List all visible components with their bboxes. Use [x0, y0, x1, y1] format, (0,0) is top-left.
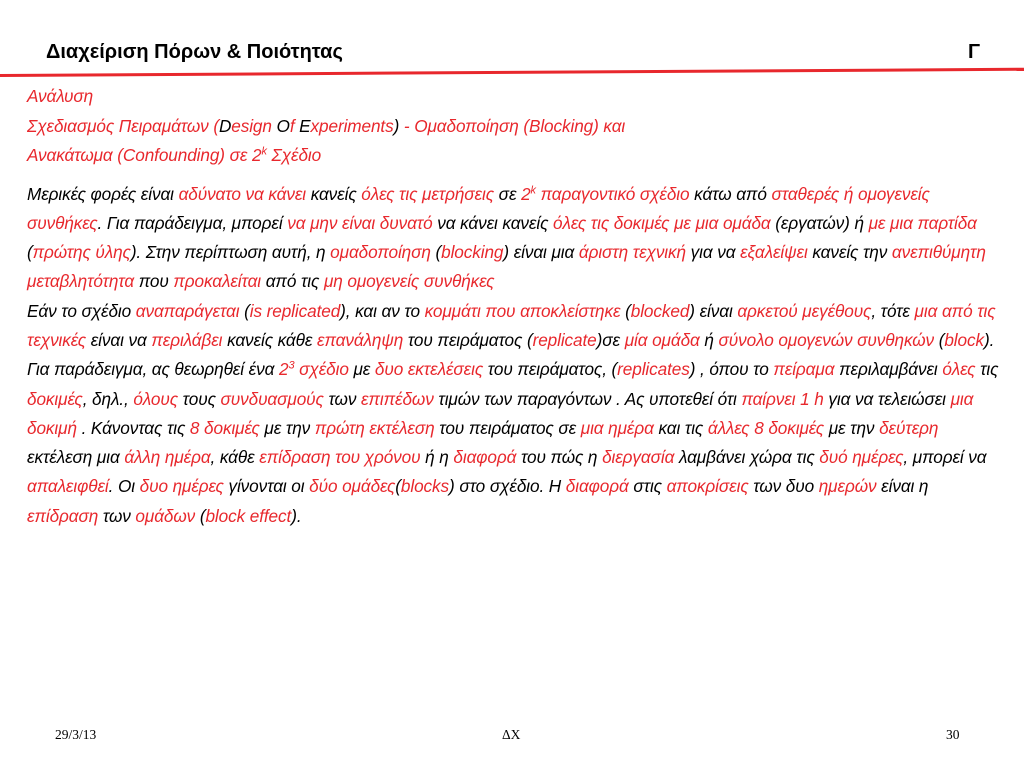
- section-heading: [27, 82, 1002, 171]
- emphasis-text: replicate: [532, 329, 597, 350]
- emphasis-text: προκαλείται: [173, 271, 262, 292]
- emphasis-text: πρώτη εκτέλεση: [314, 417, 435, 438]
- emphasis-text: εξαλείψει: [740, 242, 808, 263]
- emphasis-text: esign: [231, 115, 277, 136]
- emphasis-text: replicates: [617, 359, 690, 380]
- emphasis-text: να μην είναι δυνατό: [287, 212, 433, 233]
- body-text: . Για παράδειγμα, μπορεί: [97, 212, 288, 233]
- emphasis-text: παραγοντικό σχέδιο: [535, 183, 690, 204]
- body-text: κανείς κάθε: [222, 329, 317, 350]
- body-text: ). Για παράδειγμα, ας θεωρηθεί ένα: [27, 329, 995, 380]
- body-text: (: [195, 505, 206, 526]
- emphasis-text: επίδραση: [27, 505, 99, 526]
- exponent: 3: [288, 359, 295, 372]
- emphasis-text: επιπέδων: [361, 388, 434, 409]
- paragraph-replication-example: [27, 297, 1002, 531]
- body-text: λαμβάνει χώρα τις: [674, 447, 820, 468]
- body-text: (: [934, 329, 945, 350]
- body-text: (: [620, 300, 631, 321]
- slide-body: [27, 82, 1002, 531]
- emphasis-text: διαφορά: [565, 476, 629, 497]
- emphasis-text: σταθερές ή ομογενείς συνθήκες: [27, 183, 930, 233]
- section-title-exponent: k: [261, 145, 267, 158]
- body-text: του πώς η: [516, 447, 603, 468]
- emphasis-text: επανάληψη: [317, 329, 404, 350]
- emphasis-text: άλλες 8 δοκιμές: [707, 417, 825, 438]
- body-text: (: [430, 242, 442, 263]
- body-text: στις: [628, 476, 667, 497]
- body-text: ) είναι μια: [503, 242, 579, 263]
- body-text: τιμών των παραγόντων . Ας υποτεθεί ότι: [433, 388, 742, 409]
- body-text: ), και αν το: [340, 300, 425, 321]
- section-label: Ανάλυση: [27, 86, 94, 106]
- emphasis-text: μία ομάδα: [624, 329, 700, 350]
- section-mark: Γ: [968, 41, 981, 63]
- emphasis-text: επίδραση του χρόνου: [259, 447, 421, 468]
- body-text: των δυο: [748, 476, 819, 497]
- emphasis-text: block: [944, 329, 984, 350]
- emphasis-text: μια ημέρα: [580, 417, 654, 438]
- body-text: . Κάνοντας τις: [76, 417, 190, 438]
- emphasis-text: 2: [521, 183, 531, 204]
- emphasis-text: αδύνατο να κάνει: [178, 183, 307, 204]
- emphasis-text: blocked: [630, 300, 690, 321]
- body-text: των: [98, 505, 136, 526]
- emphasis-text: μια από τις τεχνικές: [27, 300, 996, 350]
- body-text: Μερικές φορές είναι: [27, 183, 179, 204]
- body-text: ): [393, 115, 400, 136]
- emphasis-text: με μια παρτίδα: [868, 212, 977, 233]
- body-text: του πειράματος σε: [434, 417, 581, 438]
- emphasis-text: δεύτερη: [879, 417, 939, 438]
- emphasis-text: ημερών: [818, 476, 877, 497]
- body-text: από τις: [261, 271, 324, 292]
- body-text: Εάν το σχέδιο: [27, 300, 136, 321]
- emphasis-text: κομμάτι που αποκλείστηκε: [424, 300, 621, 321]
- emphasis-text: αναπαράγεται: [135, 300, 240, 321]
- emphasis-text: δοκιμές: [27, 388, 83, 409]
- footer-date: 29/3/13: [55, 727, 97, 742]
- body-text: τις: [975, 359, 999, 380]
- emphasis-text: απαλειφθεί: [27, 476, 109, 497]
- emphasis-text: όλες τις δοκιμές με μια ομάδα: [553, 212, 771, 233]
- body-text: E: [299, 115, 311, 136]
- exponent: k: [530, 183, 536, 196]
- emphasis-text: f: [289, 115, 300, 136]
- emphasis-text: 8 δοκιμές: [189, 417, 260, 438]
- body-text: κάτω από: [689, 183, 772, 204]
- body-text: που: [134, 271, 174, 292]
- emphasis-text: xperiments: [310, 115, 394, 136]
- body-text: , μπορεί να: [903, 447, 987, 468]
- emphasis-text: συνδυασμούς: [220, 388, 324, 409]
- body-text: κανείς την: [807, 242, 892, 263]
- emphasis-text: μη ομογενείς συνθήκες: [323, 271, 495, 292]
- footer-author: ΔΧ: [502, 727, 521, 742]
- emphasis-text: block effect: [205, 505, 292, 526]
- body-text: είναι να: [86, 329, 152, 350]
- emphasis-text: πείραμα: [773, 359, 835, 380]
- emphasis-text: μια δοκιμή: [27, 388, 974, 438]
- body-text: και τις: [653, 417, 708, 438]
- section-title-text: Ανακάτωμα (Confounding) σε 2: [27, 145, 262, 165]
- body-text: (εργατών) ή: [770, 212, 869, 233]
- body-text: γίνονται οι: [223, 476, 310, 497]
- emphasis-text: περιλάβει: [151, 329, 223, 350]
- body-text: ή η: [420, 447, 454, 468]
- section-title-line-2: [27, 141, 1002, 171]
- body-text: (: [27, 242, 33, 263]
- emphasis-text: blocking: [441, 242, 504, 263]
- emphasis-text: όλες: [942, 359, 976, 380]
- emphasis-text: - Ομαδοποίηση (Blocking) και: [399, 115, 626, 136]
- body-text: (: [239, 300, 250, 321]
- body-text: με: [348, 359, 375, 380]
- header-divider: [0, 68, 1024, 77]
- body-text: σε: [494, 183, 522, 204]
- emphasis-text: άλλη ημέρα: [124, 447, 211, 468]
- emphasis-text: παίρνει 1 h: [741, 388, 824, 409]
- section-title-tail: Σχέδιο: [266, 145, 322, 165]
- body-text: , δηλ.,: [82, 388, 134, 409]
- emphasis-text: is replicated: [249, 300, 341, 321]
- slide-title: Διαχείριση Πόρων & Ποιότητας: [46, 41, 343, 63]
- body-text: με την: [824, 417, 880, 438]
- body-text: ). Στην περίπτωση αυτή, η: [130, 242, 331, 263]
- body-text: με την: [259, 417, 315, 438]
- body-text: ) , όπου το: [689, 359, 774, 380]
- body-text: D: [218, 115, 232, 136]
- body-text: (: [395, 476, 401, 497]
- body-text: ) είναι: [689, 300, 738, 321]
- body-text: του πειράματος (: [403, 329, 533, 350]
- emphasis-text: δυο ημέρες: [139, 476, 224, 497]
- body-text: τους: [178, 388, 221, 409]
- body-text: , τότε: [871, 300, 915, 321]
- emphasis-text: ομαδοποίηση: [330, 242, 431, 263]
- emphasis-text: Σχεδιασμός Πειραμάτων (: [27, 115, 219, 136]
- body-text: είναι η: [876, 476, 929, 497]
- emphasis-text: διεργασία: [602, 447, 675, 468]
- paragraph-blocking-intro: [27, 180, 1002, 297]
- emphasis-text: 2: [278, 359, 289, 380]
- emphasis-text: σύνολο ομογενών συνθηκών: [718, 329, 935, 350]
- body-text: του πειράματος, (: [483, 359, 618, 380]
- emphasis-text: διαφορά: [453, 447, 517, 468]
- emphasis-text: πρώτης ύλης: [32, 242, 131, 263]
- body-text: O: [276, 115, 290, 136]
- emphasis-text: δυό ημέρες: [819, 447, 904, 468]
- emphasis-text: blocks: [400, 476, 450, 497]
- body-text: ) στο σχέδιο. Η: [449, 476, 566, 497]
- emphasis-text: δυο εκτελέσεις: [374, 359, 484, 380]
- body-text: , κάθε: [210, 447, 260, 468]
- emphasis-text: αρκετού μεγέθους: [737, 300, 872, 321]
- emphasis-text: αποκρίσεις: [666, 476, 749, 497]
- section-title-line-1: [27, 112, 1002, 142]
- emphasis-text: δύο ομάδες: [309, 476, 396, 497]
- body-text: ή: [699, 329, 719, 350]
- body-text: ).: [291, 505, 302, 526]
- body-text: κανείς: [306, 183, 362, 204]
- body-text: εκτέλεση μια: [27, 447, 125, 468]
- body-text: των: [323, 388, 361, 409]
- body-text: για να τελειώσει: [823, 388, 951, 409]
- body-text: )σε: [596, 329, 625, 350]
- emphasis-text: άριστη τεχνική: [578, 242, 686, 263]
- body-text: περιλαμβάνει: [834, 359, 943, 380]
- emphasis-text: ομάδων: [135, 505, 196, 526]
- emphasis-text: όλους: [133, 388, 178, 409]
- body-text: . Οι: [108, 476, 140, 497]
- emphasis-text: ανεπιθύμητη μεταβλητότητα: [27, 242, 986, 292]
- page-number: 30: [946, 727, 960, 742]
- body-text: για να: [685, 242, 741, 263]
- body-text: να κάνει κανείς: [432, 212, 554, 233]
- emphasis-text: σχέδιο: [294, 359, 349, 380]
- emphasis-text: όλες τις μετρήσεις: [361, 183, 494, 204]
